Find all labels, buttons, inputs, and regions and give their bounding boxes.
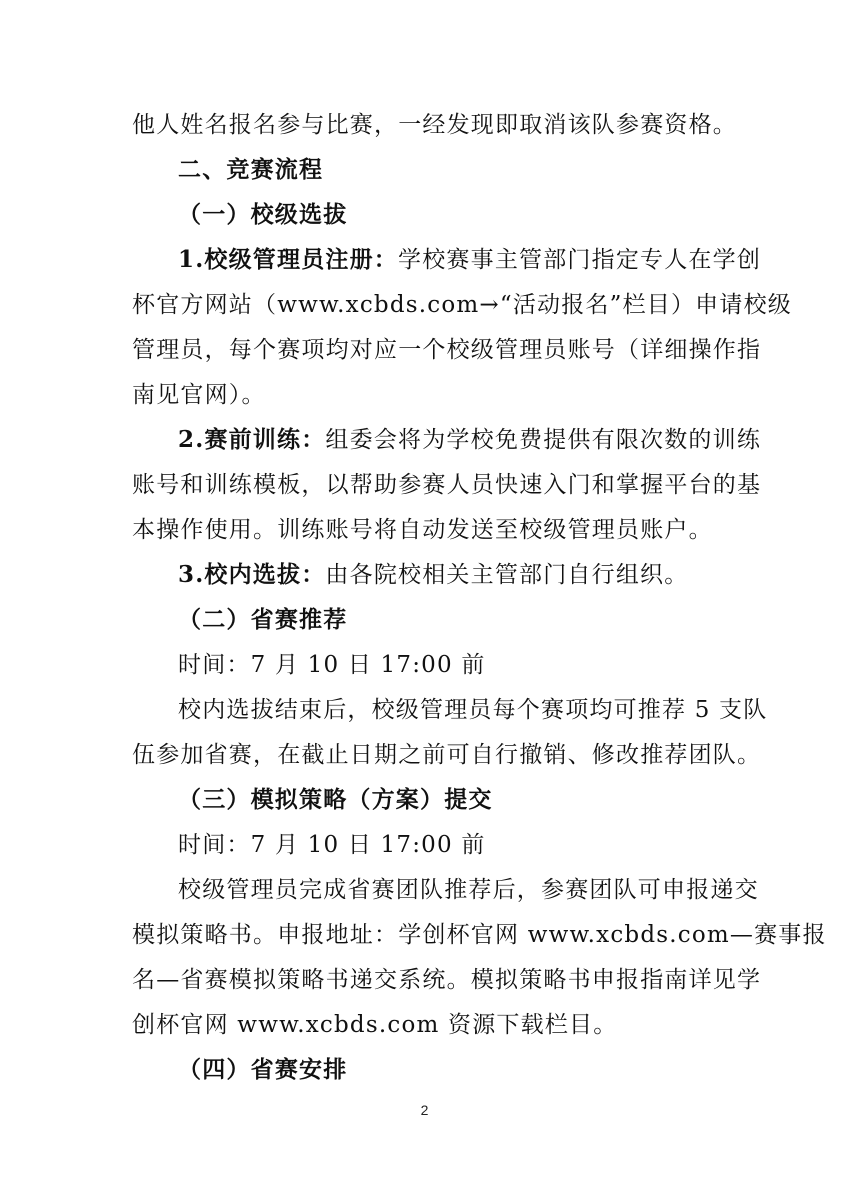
list-item-1-label: 1.校级管理员注册： <box>178 246 399 273</box>
subsection-heading: （一）校级选拔 <box>178 201 348 228</box>
subsection-heading: （三）模拟策略（方案）提交 <box>178 786 493 813</box>
paragraph-line: 模拟策略书。申报地址：学创杯官网 www.xcbds.com—赛事报 <box>132 922 827 948</box>
page-number: 2 <box>420 1102 429 1118</box>
list-item-2-text: 组委会将为学校免费提供有限次数的训练 <box>325 427 762 453</box>
deadline-text: 时间：7 月 10 日 17:00 前 <box>178 652 486 678</box>
list-item-2-label: 2.赛前训练： <box>178 426 326 453</box>
paragraph-line: 伍参加省赛，在截止日期之前可自行撤销、修改推荐团队。 <box>132 742 762 768</box>
list-item-3-text: 由各院校相关主管部门自行组织。 <box>325 562 689 588</box>
deadline-text: 时间：7 月 10 日 17:00 前 <box>178 832 486 858</box>
paragraph-line: 创杯官网 www.xcbds.com 资源下载栏目。 <box>132 1012 618 1038</box>
list-item-2-line <box>178 418 761 462</box>
paragraph-line: 校内选拔结束后，校级管理员每个赛项均可推荐 5 支队 <box>178 697 768 723</box>
list-item-3-line <box>178 553 688 597</box>
subsection-heading: （四）省赛安排 <box>178 1056 348 1083</box>
paragraph-line: 名—省赛模拟策略书递交系统。模拟策略书申报指南详见学 <box>132 967 762 993</box>
paragraph-line: 账号和训练模板，以帮助参赛人员快速入门和掌握平台的基 <box>132 472 762 498</box>
paragraph-line: 本操作使用。训练账号将自动发送至校级管理员账户。 <box>132 517 713 543</box>
section-heading: 二、竞赛流程 <box>178 156 324 183</box>
paragraph-line: 南见官网）。 <box>132 382 266 408</box>
list-item-1-text: 学校赛事主管部门指定专人在学创 <box>398 247 762 273</box>
paragraph-line: 管理员，每个赛项均对应一个校级管理员账号（详细操作指 <box>132 337 762 363</box>
subsection-heading: （二）省赛推荐 <box>178 606 348 633</box>
list-item-1-line <box>178 238 761 282</box>
paragraph-line: 杯官方网站（www.xcbds.com→“活动报名”栏目）申请校级 <box>132 292 792 318</box>
list-item-3-label: 3.校内选拔： <box>178 561 326 588</box>
paragraph-line: 他人姓名报名参与比赛，一经发现即取消该队参赛资格。 <box>132 112 737 138</box>
paragraph-line: 校级管理员完成省赛团队推荐后，参赛团队可申报递交 <box>178 877 759 903</box>
